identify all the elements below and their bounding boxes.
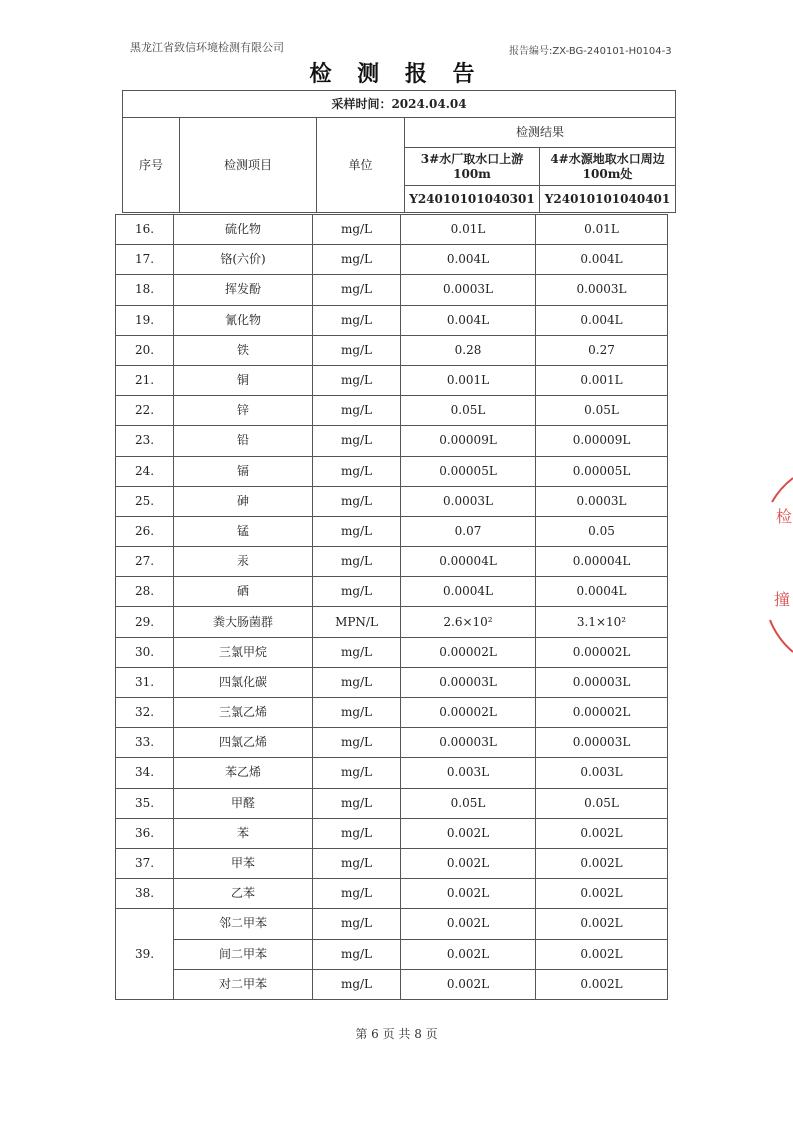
row-unit: mg/L xyxy=(313,275,401,305)
row-site1-value: 2.6×10² xyxy=(401,607,536,637)
row-unit: mg/L xyxy=(313,728,401,758)
row-item: 苯 xyxy=(174,818,313,848)
row-site1-value: 0.002L xyxy=(401,818,536,848)
row-unit: mg/L xyxy=(313,818,401,848)
row-item: 铬(六价) xyxy=(174,245,313,275)
row-site2-value: 0.002L xyxy=(536,879,668,909)
row-item: 间二甲苯 xyxy=(174,939,313,969)
row-unit: mg/L xyxy=(313,698,401,728)
table-row xyxy=(116,758,668,788)
header-site2: 4#水源地取水口周边100m处 xyxy=(540,148,676,186)
row-site2-value: 0.004L xyxy=(536,245,668,275)
row-unit: mg/L xyxy=(313,215,401,245)
row-site2-value: 0.002L xyxy=(536,848,668,878)
header-unit: 单位 xyxy=(317,118,405,213)
table-row xyxy=(116,335,668,365)
row-unit: mg/L xyxy=(313,577,401,607)
row-no: 29. xyxy=(116,607,174,637)
row-no: 16. xyxy=(116,215,174,245)
row-no: 32. xyxy=(116,698,174,728)
row-unit: mg/L xyxy=(313,788,401,818)
row-site1-value: 0.05L xyxy=(401,396,536,426)
row-item: 挥发酚 xyxy=(174,275,313,305)
row-site1-value: 0.28 xyxy=(401,335,536,365)
row-site1-value: 0.00004L xyxy=(401,547,536,577)
row-site1-value: 0.002L xyxy=(401,848,536,878)
header-site2-sample-id: Y24010101040401 xyxy=(540,186,676,213)
row-site1-value: 0.002L xyxy=(401,969,536,999)
row-item: 四氯化碳 xyxy=(174,667,313,697)
table-row xyxy=(116,969,668,999)
row-item: 铅 xyxy=(174,426,313,456)
row-unit: mg/L xyxy=(313,396,401,426)
company-name: 黑龙江省致信环境检测有限公司 xyxy=(130,41,284,54)
table-row xyxy=(116,788,668,818)
row-no: 22. xyxy=(116,396,174,426)
row-site1-value: 0.00009L xyxy=(401,426,536,456)
table-row xyxy=(116,939,668,969)
row-unit: mg/L xyxy=(313,758,401,788)
row-site2-value: 0.002L xyxy=(536,969,668,999)
header-site1: 3#水厂取水口上游100m xyxy=(405,148,540,186)
header-item: 检测项目 xyxy=(180,118,317,213)
row-no: 24. xyxy=(116,456,174,486)
row-unit: mg/L xyxy=(313,426,401,456)
results-table-continued xyxy=(115,214,668,1000)
row-site2-value: 0.05L xyxy=(536,788,668,818)
row-site1-value: 0.00005L xyxy=(401,456,536,486)
row-item: 三氯甲烷 xyxy=(174,637,313,667)
row-site2-value: 0.01L xyxy=(536,215,668,245)
row-site1-value: 0.004L xyxy=(401,245,536,275)
row-site1-value: 0.004L xyxy=(401,305,536,335)
row-site1-value: 0.001L xyxy=(401,365,536,395)
table-row xyxy=(116,909,668,939)
row-site1-value: 0.003L xyxy=(401,758,536,788)
row-no: 19. xyxy=(116,305,174,335)
table-row xyxy=(116,396,668,426)
row-unit: mg/L xyxy=(313,637,401,667)
row-site2-value: 0.27 xyxy=(536,335,668,365)
row-site2-value: 0.002L xyxy=(536,818,668,848)
row-site1-value: 0.00002L xyxy=(401,698,536,728)
row-item: 四氯乙烯 xyxy=(174,728,313,758)
row-site2-value: 0.0003L xyxy=(536,486,668,516)
page-title: 检 测 报 告 xyxy=(309,61,484,87)
table-row xyxy=(116,245,668,275)
row-site2-value: 0.00002L xyxy=(536,637,668,667)
row-no: 25. xyxy=(116,486,174,516)
row-item: 苯乙烯 xyxy=(174,758,313,788)
table-row xyxy=(116,426,668,456)
table-row xyxy=(116,547,668,577)
row-no: 31. xyxy=(116,667,174,697)
row-site2-value: 0.05L xyxy=(536,396,668,426)
row-no: 35. xyxy=(116,788,174,818)
stamp-edge-bottom xyxy=(770,620,793,652)
row-site2-value: 0.0003L xyxy=(536,275,668,305)
row-unit: mg/L xyxy=(313,879,401,909)
row-item: 甲醛 xyxy=(174,788,313,818)
row-site2-value: 0.00003L xyxy=(536,667,668,697)
row-unit: mg/L xyxy=(313,245,401,275)
row-unit: mg/L xyxy=(313,335,401,365)
row-site2-value: 0.00002L xyxy=(536,698,668,728)
stamp-text-top: 检 xyxy=(776,507,793,526)
row-item: 硒 xyxy=(174,577,313,607)
row-site2-value: 0.0004L xyxy=(536,577,668,607)
row-item: 铁 xyxy=(174,335,313,365)
row-site1-value: 0.00002L xyxy=(401,637,536,667)
row-item: 氰化物 xyxy=(174,305,313,335)
report-number: 报告编号:ZX-BG-240101-H0104-3 xyxy=(509,46,672,57)
table-row xyxy=(116,305,668,335)
table-row xyxy=(116,486,668,516)
row-site2-value: 0.05 xyxy=(536,516,668,546)
row-unit: mg/L xyxy=(313,969,401,999)
row-unit: mg/L xyxy=(313,365,401,395)
row-unit: mg/L xyxy=(313,547,401,577)
row-item: 乙苯 xyxy=(174,879,313,909)
row-item: 铜 xyxy=(174,365,313,395)
row-item: 三氯乙烯 xyxy=(174,698,313,728)
table-row xyxy=(116,215,668,245)
row-no: 34. xyxy=(116,758,174,788)
table-row xyxy=(116,456,668,486)
table-row xyxy=(116,818,668,848)
table-row xyxy=(116,516,668,546)
row-item: 对二甲苯 xyxy=(174,969,313,999)
row-unit: MPN/L xyxy=(313,607,401,637)
row-item: 硫化物 xyxy=(174,215,313,245)
row-no: 20. xyxy=(116,335,174,365)
table-row xyxy=(116,848,668,878)
row-item: 汞 xyxy=(174,547,313,577)
row-unit: mg/L xyxy=(313,939,401,969)
row-unit: mg/L xyxy=(313,848,401,878)
table-row xyxy=(116,667,668,697)
row-no: 37. xyxy=(116,848,174,878)
header-site1-sample-id: Y24010101040301 xyxy=(405,186,540,213)
row-item: 锌 xyxy=(174,396,313,426)
row-site2-value: 0.002L xyxy=(536,909,668,939)
row-no: 38. xyxy=(116,879,174,909)
row-site2-value: 0.00009L xyxy=(536,426,668,456)
row-site2-value: 0.00003L xyxy=(536,728,668,758)
sampling-time: 采样时间：2024.04.04 xyxy=(123,91,676,118)
table-row xyxy=(116,275,668,305)
row-site2-value: 0.00004L xyxy=(536,547,668,577)
row-unit: mg/L xyxy=(313,486,401,516)
table-row xyxy=(116,607,668,637)
row-site1-value: 0.00003L xyxy=(401,728,536,758)
row-item: 镉 xyxy=(174,456,313,486)
row-item: 砷 xyxy=(174,486,313,516)
page-number: 第 6 页 共 8 页 xyxy=(355,1027,438,1041)
header-no: 序号 xyxy=(123,118,180,213)
row-site1-value: 0.002L xyxy=(401,879,536,909)
row-site1-value: 0.0003L xyxy=(401,486,536,516)
row-unit: mg/L xyxy=(313,305,401,335)
row-unit: mg/L xyxy=(313,909,401,939)
row-no: 36. xyxy=(116,818,174,848)
row-unit: mg/L xyxy=(313,456,401,486)
row-no: 21. xyxy=(116,365,174,395)
table-row xyxy=(116,698,668,728)
row-site2-value: 0.002L xyxy=(536,939,668,969)
stamp-edge xyxy=(772,478,793,502)
row-unit: mg/L xyxy=(313,667,401,697)
table-row xyxy=(116,728,668,758)
row-no: 28. xyxy=(116,577,174,607)
stamp-text-bottom: 撞 xyxy=(774,590,791,609)
seal-stamp-fragment xyxy=(766,470,793,660)
row-no: 23. xyxy=(116,426,174,456)
row-site1-value: 0.01L xyxy=(401,215,536,245)
table-row xyxy=(116,637,668,667)
results-table xyxy=(122,90,676,213)
row-site1-value: 0.00003L xyxy=(401,667,536,697)
row-no: 27. xyxy=(116,547,174,577)
row-item: 甲苯 xyxy=(174,848,313,878)
row-site2-value: 3.1×10² xyxy=(536,607,668,637)
row-site1-value: 0.002L xyxy=(401,909,536,939)
row-no: 30. xyxy=(116,637,174,667)
table-row xyxy=(116,879,668,909)
row-site1-value: 0.07 xyxy=(401,516,536,546)
header-results: 检测结果 xyxy=(405,118,676,148)
row-site2-value: 0.001L xyxy=(536,365,668,395)
row-site1-value: 0.0004L xyxy=(401,577,536,607)
row-item: 粪大肠菌群 xyxy=(174,607,313,637)
row-unit: mg/L xyxy=(313,516,401,546)
row-site2-value: 0.004L xyxy=(536,305,668,335)
row-site2-value: 0.003L xyxy=(536,758,668,788)
row-site1-value: 0.05L xyxy=(401,788,536,818)
row-site2-value: 0.00005L xyxy=(536,456,668,486)
row-no: 18. xyxy=(116,275,174,305)
row-item: 锰 xyxy=(174,516,313,546)
row-site1-value: 0.002L xyxy=(401,939,536,969)
table-row xyxy=(116,577,668,607)
row-no: 39. xyxy=(116,909,174,1000)
table-row xyxy=(116,365,668,395)
row-no: 26. xyxy=(116,516,174,546)
row-no: 33. xyxy=(116,728,174,758)
row-no: 17. xyxy=(116,245,174,275)
row-item: 邻二甲苯 xyxy=(174,909,313,939)
row-site1-value: 0.0003L xyxy=(401,275,536,305)
